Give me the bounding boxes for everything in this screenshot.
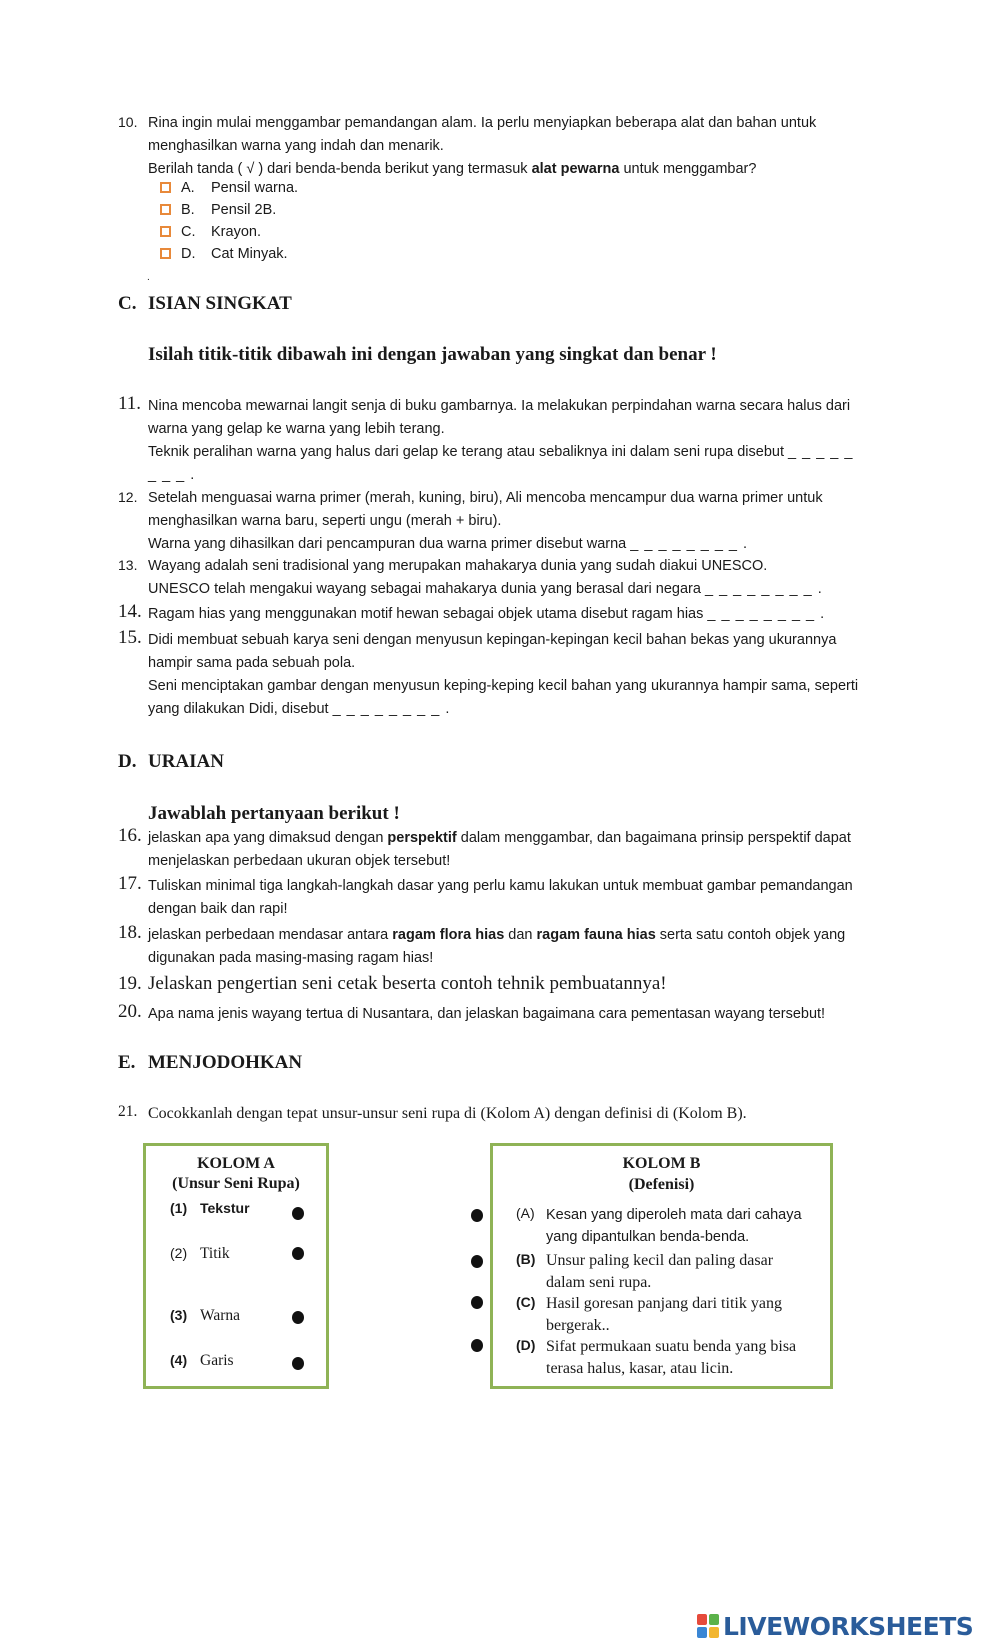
- question-text: Cocokkanlah dengan tepat unsur-unsur seni rupa di (Kolom A) dengan definisi di (Kolom B).: [148, 1105, 747, 1122]
- kolom-b-item-d: (D) Sifat permukaan suatu benda yang bisa terasa halus, kasar, atau licin.: [516, 1337, 797, 1377]
- kolom-b-item-c: (C) Hasil goresan panjang dari titik yang bergerak..: [516, 1294, 782, 1334]
- question-18: [118, 924, 898, 970]
- option-d[interactable]: [160, 243, 288, 266]
- kolom-a-item-2: (2) Titik: [170, 1245, 230, 1262]
- option-letter: D.: [181, 246, 196, 262]
- option-b[interactable]: [160, 199, 276, 222]
- section-d-heading: D. URAIAN: [118, 751, 224, 772]
- section-c-instruction: Isilah titik-titik dibawah ini dengan jawaban yang singkat dan benar !: [148, 344, 717, 365]
- question-text: Didi membuat sebuah karya seni dengan menyusun kepingan-kepingan kecil bahan bekas yang ukurannya: [148, 632, 837, 648]
- question-number: 12.: [118, 489, 138, 505]
- option-letter: A.: [181, 180, 195, 196]
- option-a[interactable]: [160, 177, 298, 200]
- checkbox-icon[interactable]: [160, 182, 171, 193]
- liveworksheets-brand: [697, 1612, 973, 1640]
- question-21: [118, 1102, 898, 1125]
- question-20: [118, 1003, 898, 1026]
- match-dot-a1[interactable]: [292, 1207, 304, 1220]
- question-11: [118, 395, 898, 487]
- question-text: Berilah tanda ( √ ) dari benda-benda berikut yang termasuk alat pewarna untuk menggambar?: [148, 161, 757, 177]
- section-c-heading: C. ISIAN SINGKAT: [118, 293, 292, 314]
- question-text: Apa nama jenis wayang tertua di Nusantara, dan jelaskan bagaimana cara pementasan wayang tersebut!: [148, 1006, 826, 1022]
- question-number: 14.: [118, 601, 142, 622]
- answer-blank[interactable]: _ _ _ _ _ _ _ _ .: [332, 701, 451, 717]
- match-dot-b2[interactable]: [471, 1255, 483, 1268]
- question-number: 21.: [118, 1103, 138, 1120]
- answer-blank[interactable]: _ _ _ _ _ _ _ _ .: [704, 581, 823, 597]
- question-number: 13.: [118, 557, 138, 573]
- option-text: Pensil warna.: [211, 180, 299, 196]
- kolom-a-item-4: (4) Garis: [170, 1352, 234, 1369]
- question-10: [118, 112, 898, 181]
- question-text: dengan baik dan rapi!: [148, 901, 288, 917]
- answer-blank[interactable]: _ _ _ _ _ _ _ _ .: [630, 536, 749, 552]
- option-text: Krayon.: [211, 224, 261, 240]
- kolom-a-item-1: (1) Tekstur: [170, 1200, 250, 1216]
- question-number: 18.: [118, 922, 142, 943]
- question-text: menghasilkan warna baru, seperti ungu (merah + biru).: [148, 513, 502, 529]
- stray-dot: .: [147, 272, 150, 283]
- option-letter: B.: [181, 202, 195, 218]
- question-text: Rina ingin mulai menggambar pemandangan alam. Ia perlu menyiapkan beberapa alat dan bahan untuk: [148, 115, 817, 131]
- brand-name: LIVEWORKSHEETS: [723, 1611, 974, 1641]
- question-text: Tuliskan minimal tiga langkah-langkah dasar yang perlu kamu lakukan untuk membuat gambar pemandangan: [148, 878, 853, 894]
- question-text: Setelah menguasai warna primer (merah, kuning, biru), Ali mencoba mencampur dua warna primer untuk: [148, 490, 823, 506]
- question-text: menghasilkan warna yang indah dan menarik.: [148, 138, 444, 154]
- question-text: UNESCO telah mengakui wayang sebagai mahakarya dunia yang berasal dari negara _ _ _ _ _ _ _ _ .: [148, 581, 823, 597]
- match-dot-b1[interactable]: [471, 1209, 483, 1222]
- answer-blank[interactable]: _ _ _ _ _ _ _ _ .: [707, 606, 826, 622]
- option-text: Cat Minyak.: [211, 246, 288, 262]
- checkbox-icon[interactable]: [160, 204, 171, 215]
- question-number: 10.: [118, 114, 138, 130]
- question-text: warna yang gelap ke warna yang lebih terang.: [148, 421, 445, 437]
- question-number: 19.: [118, 973, 142, 994]
- match-dot-b4[interactable]: [471, 1339, 483, 1352]
- question-number: 15.: [118, 627, 142, 648]
- question-text: jelaskan perbedaan mendasar antara ragam flora hias dan ragam fauna hias serta satu contoh objek yang: [148, 927, 846, 943]
- question-text: digunakan pada masing-masing ragam hias!: [148, 950, 434, 966]
- kolom-b-subtitle: (Defenisi): [628, 1176, 695, 1193]
- question-text: Ragam hias yang menggunakan motif hewan sebagai objek utama disebut ragam hias _ _ _ _ _ _ _ _ .: [148, 606, 826, 622]
- kolom-b-item-a: (A) Kesan yang diperoleh mata dari cahaya yang dipantulkan benda-benda.: [516, 1205, 802, 1245]
- question-number: 11.: [118, 393, 142, 414]
- match-dot-a4[interactable]: [292, 1357, 304, 1370]
- question-text: Nina mencoba mewarnai langit senja di buku gambarnya. Ia melakukan perpindahan warna secara halus dari: [148, 398, 851, 414]
- question-17: [118, 875, 898, 921]
- section-d-instruction: Jawablah pertanyaan berikut !: [148, 803, 400, 824]
- question-16: [118, 827, 898, 873]
- answer-blank[interactable]: _ _ _ .: [148, 467, 196, 483]
- question-15: [118, 629, 898, 721]
- checkbox-icon[interactable]: [160, 226, 171, 237]
- question-13: [118, 555, 898, 601]
- question-number: 16.: [118, 825, 142, 846]
- question-text: Jelaskan pengertian seni cetak beserta contoh tehnik pembuatannya!: [148, 973, 667, 994]
- section-e-heading: E. MENJODOHKAN: [118, 1052, 303, 1073]
- question-14: [118, 603, 898, 626]
- checkbox-icon[interactable]: [160, 248, 171, 259]
- liveworksheets-logo-icon: [697, 1614, 719, 1638]
- question-text: Warna yang dihasilkan dari pencampuran dua warna primer disebut warna _ _ _ _ _ _ _ _ .: [148, 536, 749, 552]
- kolom-a-item-3: (3) Warna: [170, 1307, 241, 1324]
- kolom-b-item-b: (B) Unsur paling kecil dan paling dasar dalam seni rupa.: [516, 1251, 774, 1291]
- answer-blank[interactable]: _ _ _ _ _: [788, 444, 854, 460]
- kolom-a-subtitle: (Unsur Seni Rupa): [172, 1175, 300, 1192]
- question-text: Seni menciptakan gambar dengan menyusun keping-keping kecil bahan yang ukurannya hampir sama, seperti: [148, 678, 859, 694]
- question-number: 17.: [118, 873, 142, 894]
- kolom-b-title: KOLOM B: [622, 1155, 701, 1172]
- option-text: Pensil 2B.: [211, 202, 277, 218]
- option-letter: C.: [181, 224, 196, 240]
- match-dot-a3[interactable]: [292, 1311, 304, 1324]
- question-text: yang dilakukan Didi, disebut _ _ _ _ _ _ _ _ .: [148, 701, 451, 717]
- option-c[interactable]: [160, 221, 261, 244]
- question-19: [118, 975, 898, 995]
- match-dot-a2[interactable]: [292, 1247, 304, 1260]
- question-text: Wayang adalah seni tradisional yang merupakan mahakarya dunia yang sudah diakui UNESCO.: [148, 558, 768, 574]
- question-text: jelaskan apa yang dimaksud dengan perspektif dalam menggambar, dan bagaimana prinsip perspektif dapat: [148, 830, 851, 846]
- kolom-a-title: KOLOM A: [197, 1155, 275, 1172]
- question-12: [118, 487, 898, 556]
- question-text: menjelaskan perbedaan ukuran objek tersebut!: [148, 853, 451, 869]
- question-text: Teknik peralihan warna yang halus dari gelap ke terang atau sebaliknya ini dalam seni rupa disebut _ _ _ _ _: [148, 444, 854, 460]
- question-number: 20.: [118, 1001, 142, 1022]
- match-dot-b3[interactable]: [471, 1296, 483, 1309]
- question-text: hampir sama pada sebuah pola.: [148, 655, 356, 671]
